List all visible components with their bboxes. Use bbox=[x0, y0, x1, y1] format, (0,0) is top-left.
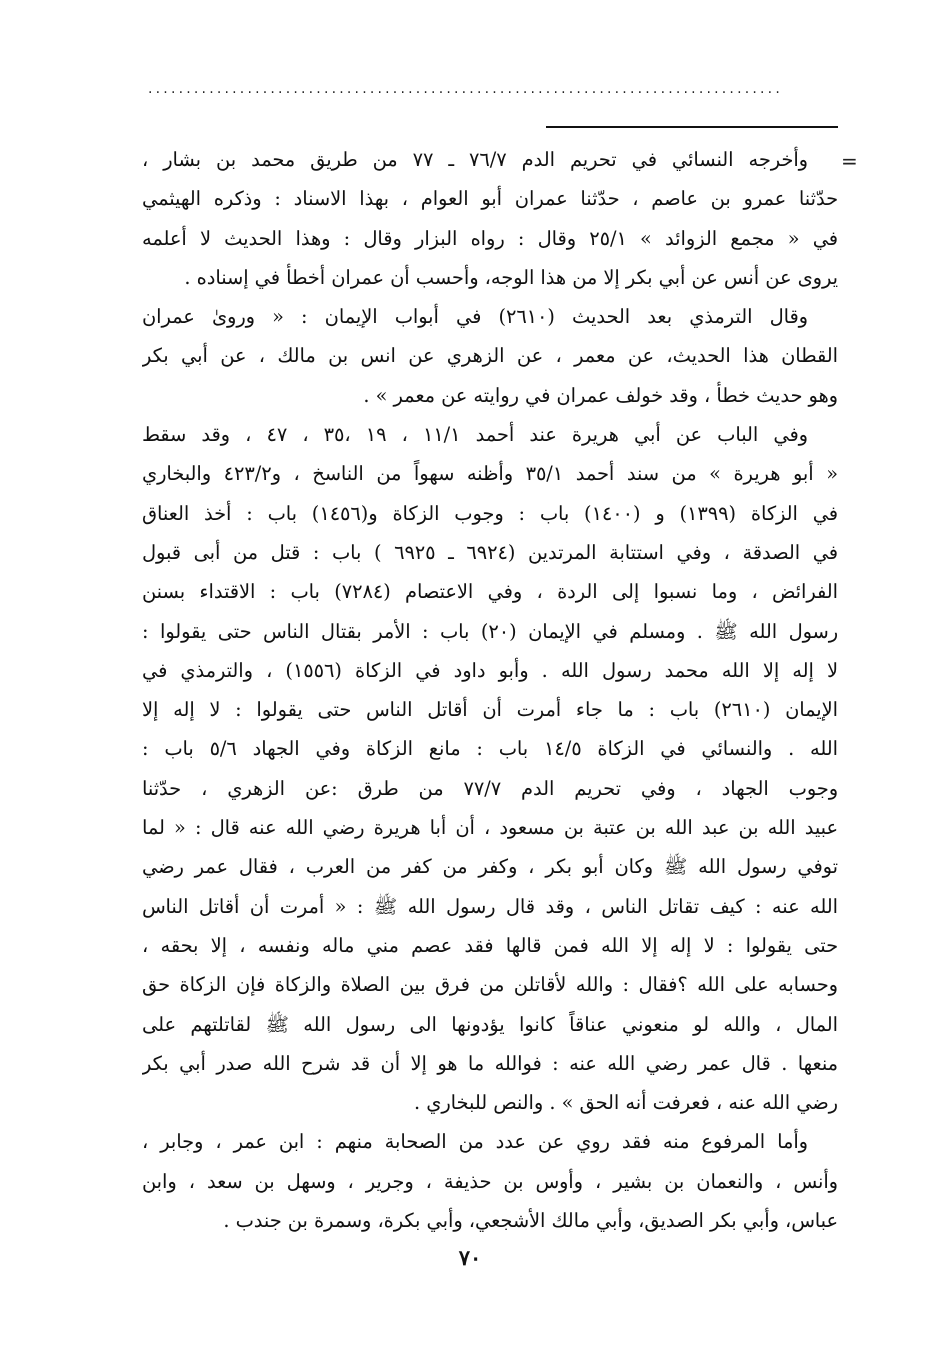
text-line: عبيد الله بن عبد الله بن عتبة بن مسعود ، أن أبا هريرة رضي الله عنه قال : « لما bbox=[142, 816, 838, 840]
text-line: حدّثنا عمرو بن عاصم ، حدّثنا عمران أبو العوام ، بهذا الاسناد : وذكره الهيثمي bbox=[142, 187, 838, 211]
text-line: وهو حديث خطأ ، وقد خولف عمران في روايته عن معمر » . bbox=[363, 383, 838, 407]
text-line: وأنس ، والنعمان بن بشير ، وأوس بن حذيفة ، وجرير ، وسهل بن سعد ، وابن bbox=[142, 1169, 838, 1193]
text-line: « أبو هريرة » من سند أحمد ٣٥/١ وأظنه سهواً من الناسخ ، و٤٢٣/٢ والبخاري bbox=[142, 462, 838, 486]
text-line: الله عنه : كيف تقاتل الناس ، وقد قال رسول الله ﷺ : « أمرت أن أقاتل الناس bbox=[142, 894, 838, 918]
text-line: في « مجمع الزوائد » ٢٥/١ وقال : رواه البزار وقال : وهذا الحديث لا أعلمه bbox=[142, 226, 838, 250]
footnote-text-block bbox=[142, 140, 838, 1240]
text-line: وفي الباب عن أبي هريرة عند أحمد ١١/١ ، ١٩ ،٣٥ ، ٤٧ ، وقد سقط bbox=[142, 423, 808, 447]
text-line: توفي رسول الله ﷺ وكان أبو بكر ، وكفر من كفر من العرب ، فقال عمر رضي bbox=[142, 855, 838, 879]
page-number: ٧٠ bbox=[458, 1245, 482, 1270]
text-line: وجوب الجهاد ، وفي تحريم الدم ٧٧/٧ من طرق :عن الزهري ، حدّثنا bbox=[142, 776, 838, 800]
footnote-continuation-mark: = bbox=[841, 149, 858, 173]
text-line: المال ، والله لو منعوني عناقاً كانوا يؤدونها الى رسول الله ﷺ لقاتلتهم على bbox=[142, 1012, 838, 1036]
text-line: في الصدقة ، وفي استتابة المرتدين (٦٩٢٤ ـ ٦٩٢٥ ) باب : قتل من أبى قبول bbox=[142, 540, 838, 564]
text-line: منعها . قال عمر رضي الله عنه : فوالله ما هو إلا أن قد شرح الله صدر أبي بكر bbox=[142, 1051, 838, 1075]
text-line: رضي الله عنه ، فعرفت أنه الحق » . والنص للبخاري . bbox=[414, 1091, 838, 1115]
text-line: وقال الترمذي بعد الحديث (٢٦١٠) في أبواب الإيمان : « وروىٰ عمران bbox=[142, 305, 808, 329]
text-line: وأخرجه النسائي في تحريم الدم ٧٦/٧ ـ ٧٧ من طريق محمد بن بشار ، bbox=[142, 148, 808, 171]
text-line: وأما المرفوع منه فقد روي عن عدد من الصحابة منهم : ابن عمر ، وجابر ، bbox=[142, 1130, 808, 1154]
footnote-separator-rule bbox=[546, 126, 838, 128]
text-line: عباس، وأبي بكر الصديق، وأبي مالك الأشجعي، وأبي بكرة، وسمرة بن جندب . bbox=[223, 1209, 838, 1233]
text-line: القطان هذا الحديث، عن معمر ، عن الزهري عن انس بن مالك ، عن أبي بكر bbox=[142, 344, 838, 368]
text-line: رسول الله ﷺ . ومسلم في الإيمان (٢٠) باب : الأمر بقتال الناس حتى يقولوا : bbox=[142, 619, 838, 643]
header-dotted-line: ................................................................................... bbox=[148, 81, 783, 97]
text-line: في الزكاة (١٣٩٩) و (١٤٠٠) باب : وجوب الزكاة و(١٤٥٦) باب : أخذ العناق bbox=[142, 501, 838, 525]
text-line: لا إله إلا الله محمد رسول الله . وأبو داود في الزكاة (١٥٥٦) ، والترمذي في bbox=[142, 658, 838, 682]
text-line: وحسابه على الله ؟فقال : والله لأقاتلن من فرق بين الصلاة والزكاة فإن الزكاة حق bbox=[142, 973, 838, 997]
text-line: الله . والنسائي في الزكاة ١٤/٥ باب : مانع الزكاة وفي الجهاد ٥/٦ باب : bbox=[142, 737, 838, 761]
text-line: الإيمان (٢٦١٠) باب : ما جاء أمرت أن أقاتل الناس حتى يقولوا : لا إله إلا bbox=[142, 698, 838, 722]
text-line: الفرائض ، وما نسبوا إلى الردة ، وفي الاعتصام (٧٢٨٤) باب : الاقتداء بسنن bbox=[142, 580, 838, 604]
text-line: يروى عن أنس عن أبي بكر إلا من هذا الوجه، وأحسب أن عمران أخطأ في إسناده . bbox=[184, 265, 838, 289]
text-line: حتى يقولوا : لا إله إلا الله فمن قالها فقد عصم مني ماله ونفسه ، إلا بحقه ، bbox=[142, 933, 838, 957]
